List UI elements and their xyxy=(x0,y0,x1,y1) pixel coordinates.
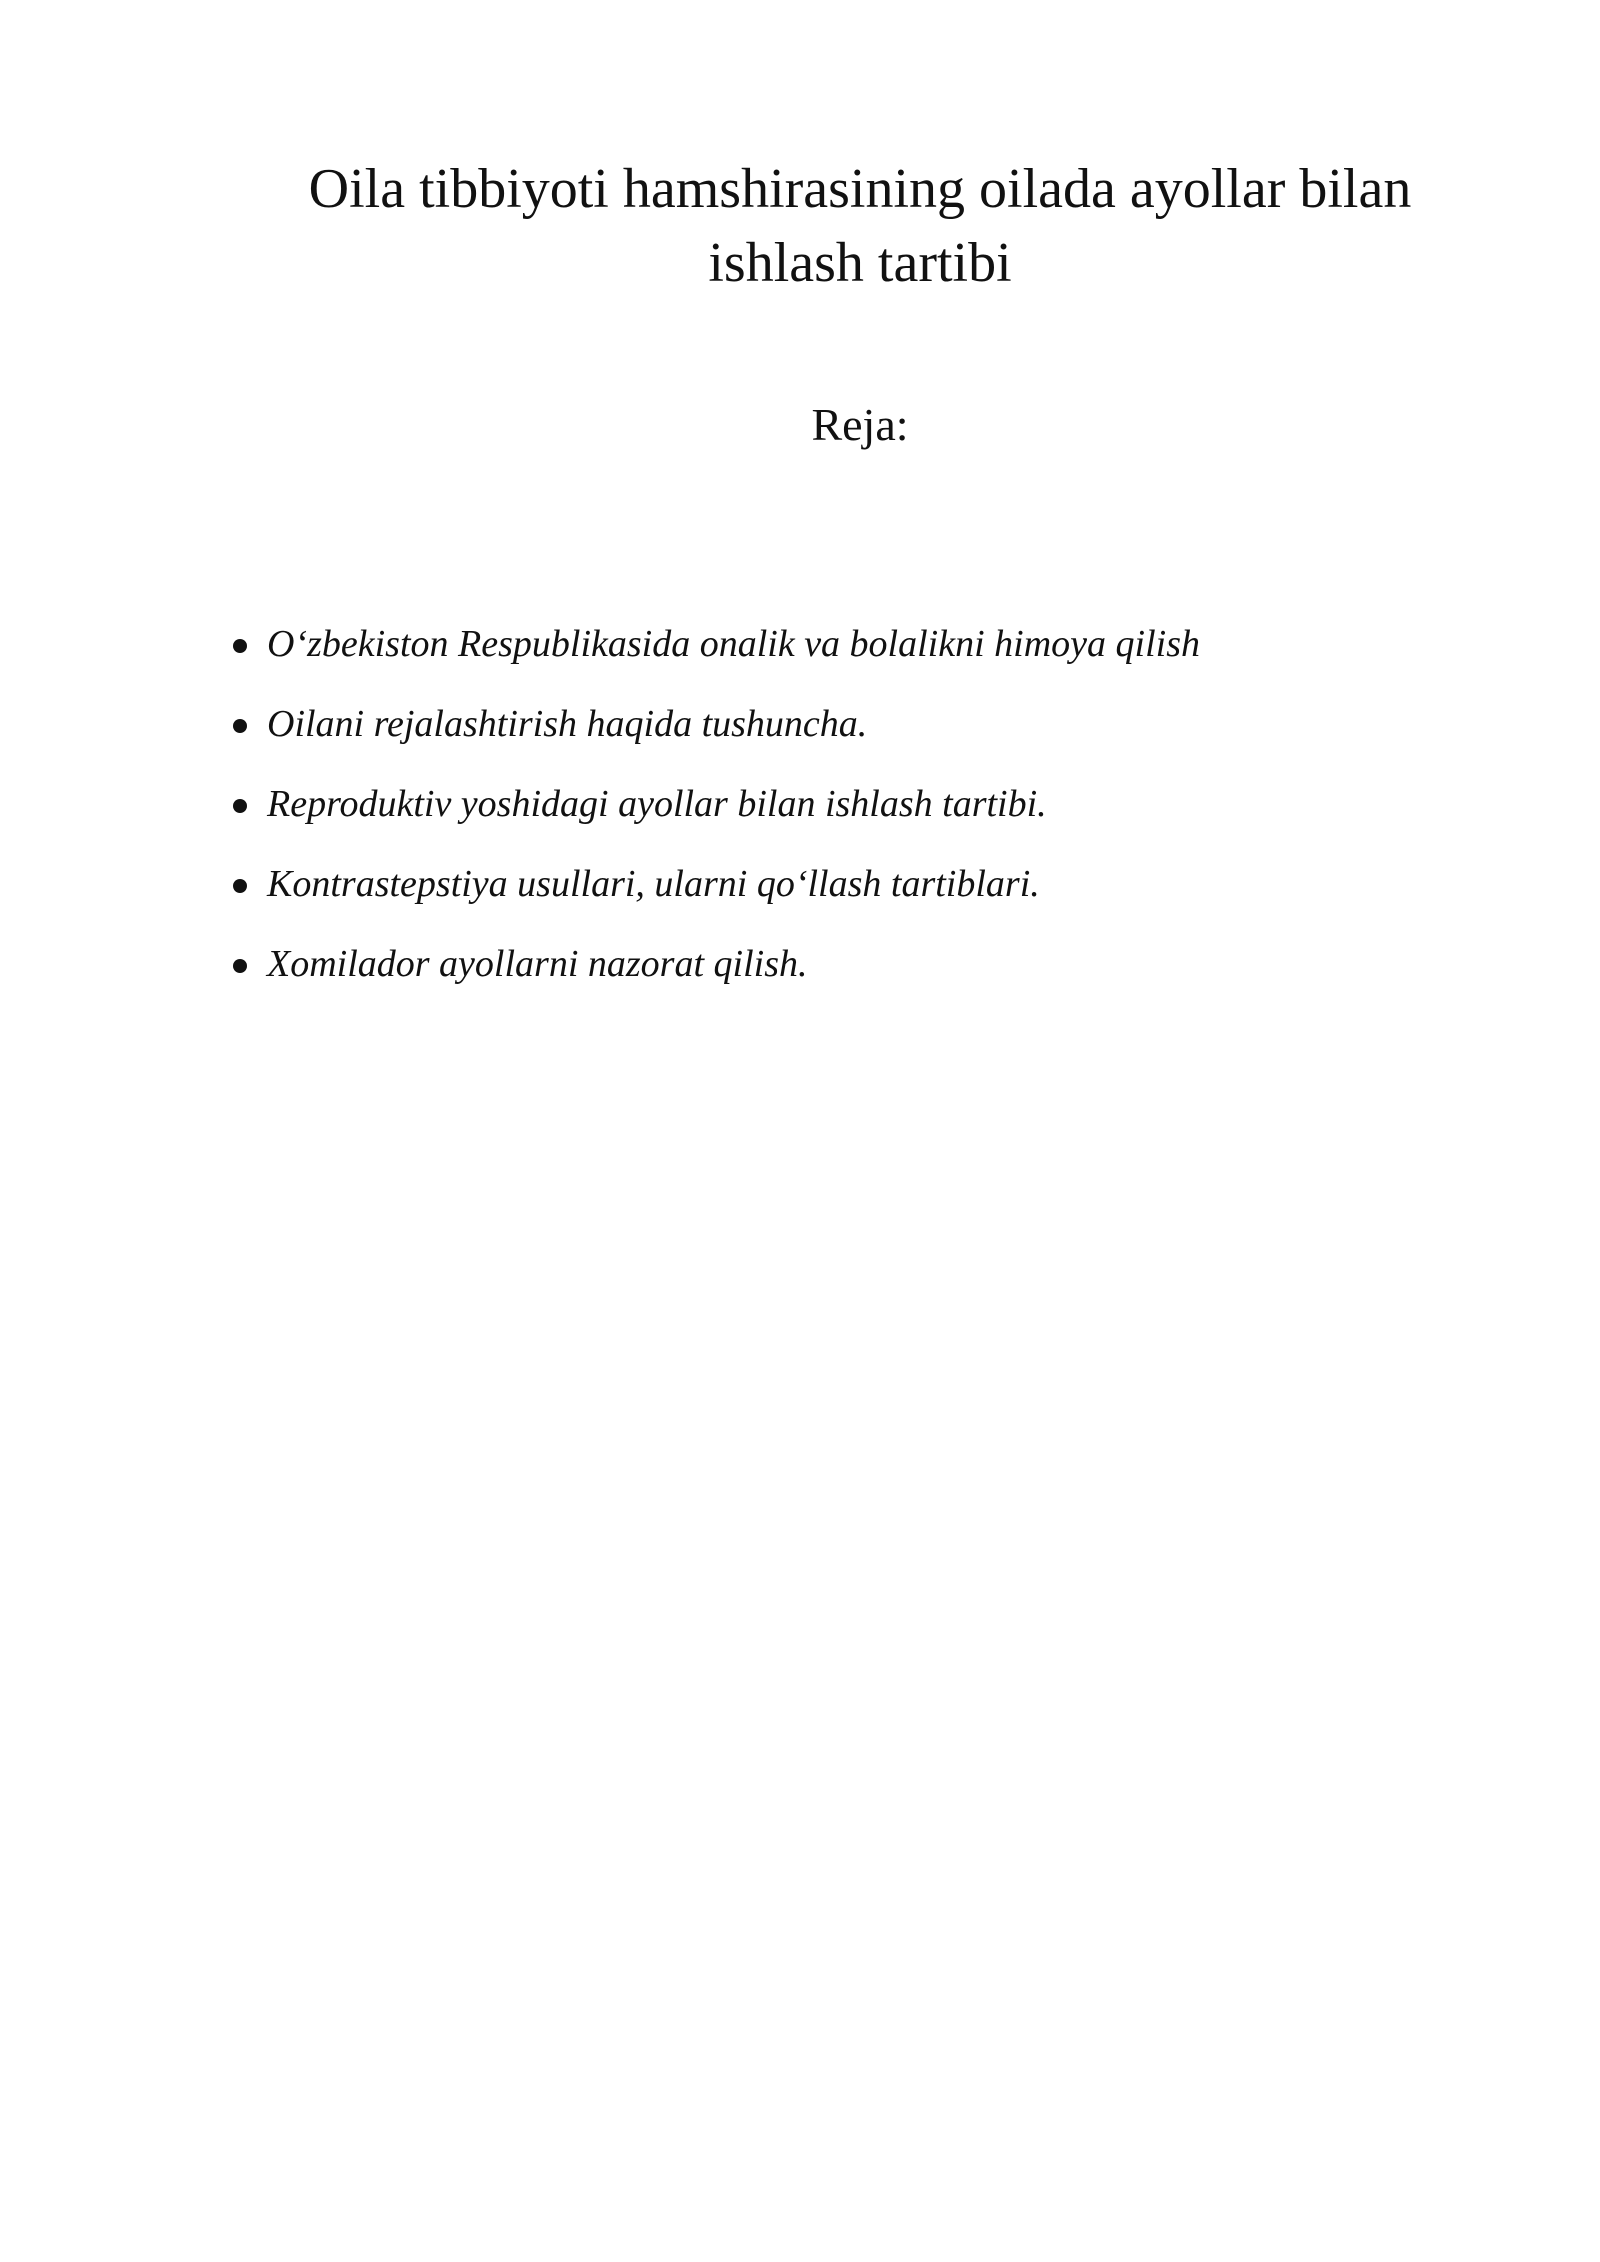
plan-item-text: Oilani rejalashtirish haqida tushuncha. xyxy=(267,703,868,745)
document-title xyxy=(180,152,1540,300)
plan-item-text: Reproduktiv yoshidagi ayollar bilan ishlash tartibi. xyxy=(267,783,1047,825)
bullet-icon xyxy=(233,799,247,813)
plan-item xyxy=(233,844,1483,924)
plan-list xyxy=(233,604,1483,1004)
plan-item xyxy=(233,684,1483,764)
plan-item xyxy=(233,764,1483,844)
bullet-icon xyxy=(233,719,247,733)
bullet-icon xyxy=(233,879,247,893)
title-line-1: Oila tibbiyoti hamshirasining oilada ayollar bilan xyxy=(308,158,1412,220)
plan-item xyxy=(233,604,1483,684)
plan-item-text: Kontrastepstiya usullari, ularni qo‘llash tartiblari. xyxy=(267,863,1040,905)
bullet-icon xyxy=(233,639,247,653)
bullet-icon xyxy=(233,959,247,973)
plan-item-text: Xomilador ayollarni nazorat qilish. xyxy=(267,943,808,985)
plan-item xyxy=(233,924,1483,1004)
plan-heading: Reja: xyxy=(811,399,909,450)
plan-item-text: O‘zbekiston Respublikasida onalik va bolalikni himoya qilish xyxy=(267,623,1200,665)
title-line-2: ishlash tartibi xyxy=(708,232,1012,294)
